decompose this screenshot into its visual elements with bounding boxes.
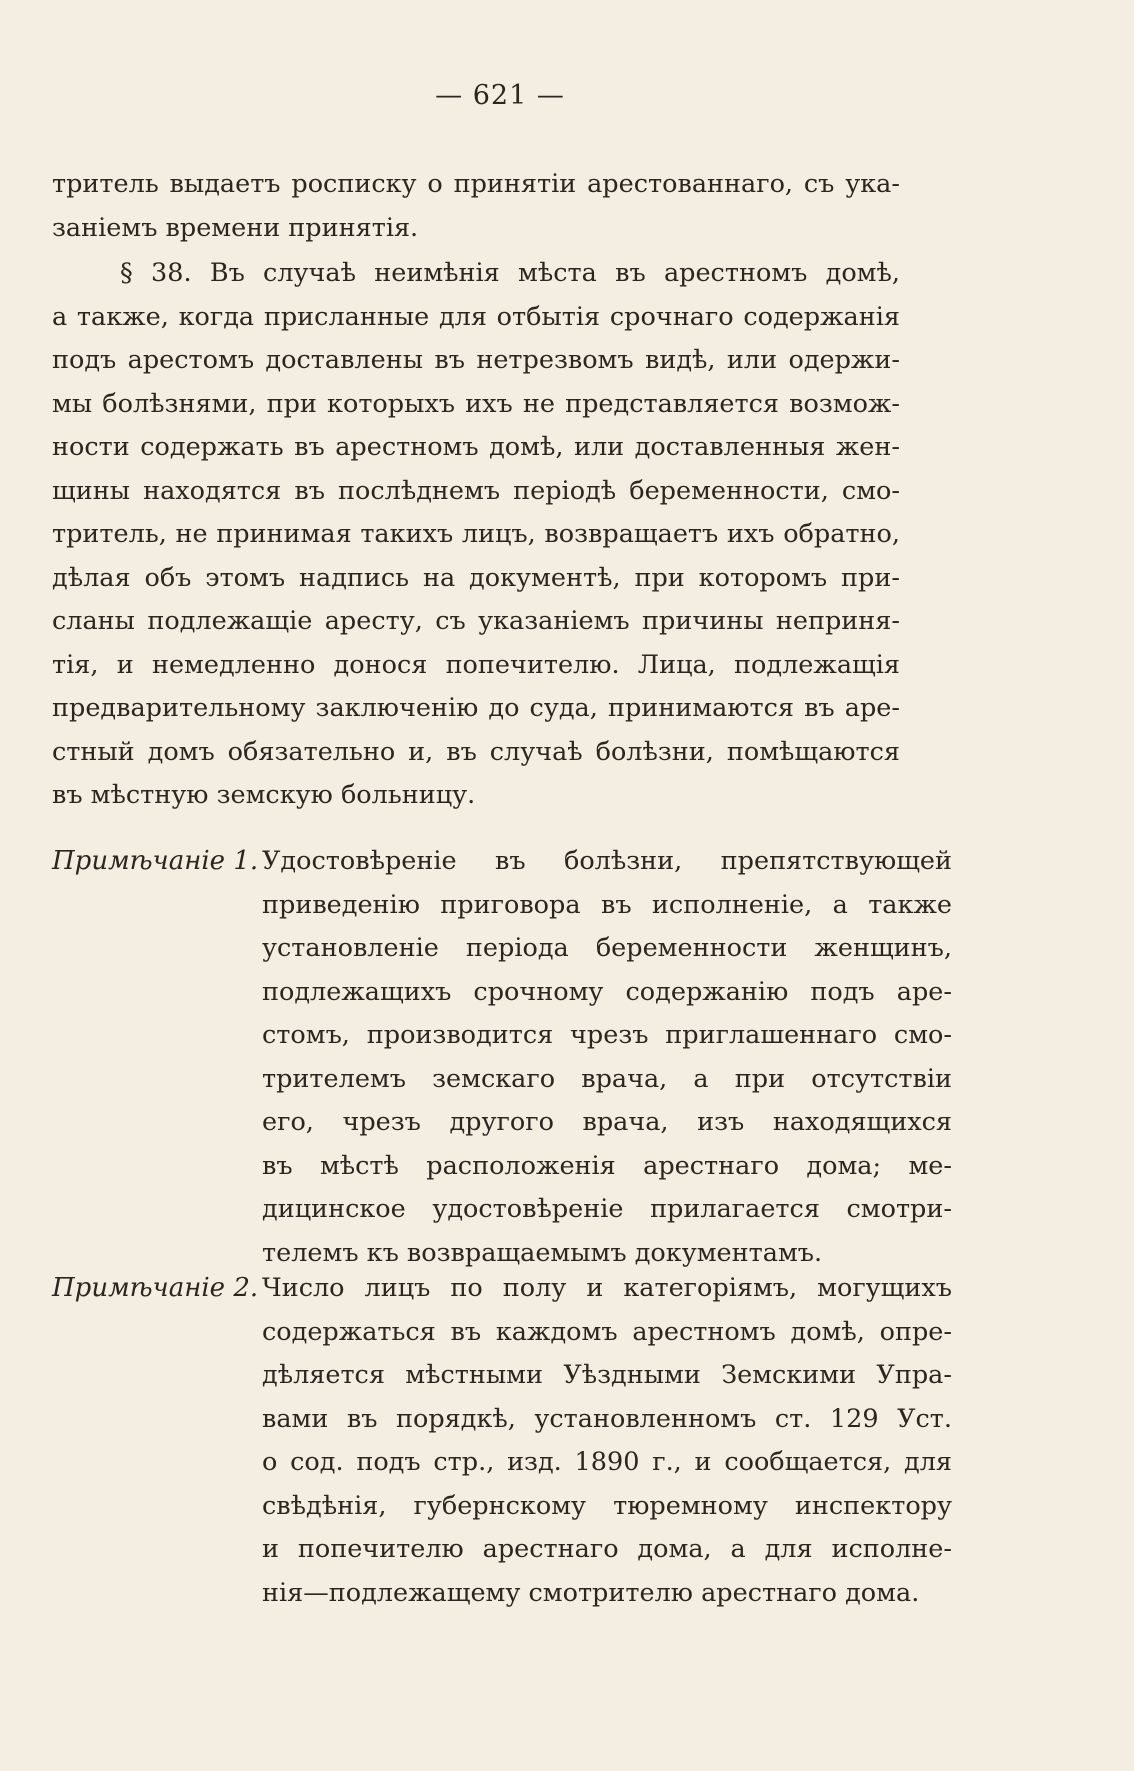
- text-line: стный домъ обязательно и, въ случаѣ болѣзни, помѣщаются: [52, 736, 900, 767]
- text-line: щины находятся въ послѣднемъ періодѣ беременности, смо-: [52, 475, 900, 506]
- text-line: предварительному заключенію до суда, принимаются въ аре-: [52, 693, 900, 723]
- text-line: въ мѣстѣ расположенія арестнаго дома; ме-: [262, 1150, 952, 1181]
- text-line: содержаться въ каждомъ арестномъ домѣ, опре-: [262, 1316, 952, 1347]
- text-line: телемъ къ возвращаемымъ документамъ.: [262, 1237, 823, 1268]
- text-line: тритель, не принимая такихъ лицъ, возвращаетъ ихъ обратно,: [52, 519, 900, 549]
- text-line: приведенію приговора въ исполненіе, а также: [262, 889, 952, 920]
- text-line: мы болѣзнями, при которыхъ ихъ не представляется возмож-: [52, 388, 900, 419]
- note-2-body: [262, 1267, 952, 1615]
- section-heading-line: § 38. Въ случаѣ неимѣнія мѣста въ арестномъ домѣ,: [120, 258, 900, 288]
- text-line: стомъ, производится чрезъ приглашеннаго смо-: [262, 1020, 952, 1050]
- text-line: въ мѣстную земскую больницу.: [52, 780, 476, 810]
- text-line: вами въ порядкѣ, установленномъ ст. 129 Уст.: [262, 1403, 952, 1434]
- section-38-paragraph: [52, 252, 900, 818]
- note-2-label: Примѣчаніе 2.: [52, 1273, 259, 1303]
- text-line: ности содержать въ арестномъ домѣ, или доставленныя жен-: [52, 432, 900, 462]
- text-line: подъ арестомъ доставлены въ нетрезвомъ видѣ, или одержи-: [52, 345, 900, 375]
- text-line: тритель выдаетъ росписку о принятіи арестованнаго, съ ука-: [52, 169, 900, 199]
- text-line: о сод. подъ стр., изд. 1890 г., и сообщается, для: [262, 1447, 952, 1477]
- text-line: дѣляется мѣстными Уѣздными Земскими Упра-: [262, 1360, 952, 1390]
- note-1-body: [262, 840, 952, 1275]
- page-number: — 621 —: [435, 80, 565, 111]
- text-line: тія, и немедленно донося попечителю. Лица, подлежащія: [52, 649, 900, 680]
- text-line: дицинское удостовѣреніе прилагается смотри-: [262, 1194, 952, 1224]
- note-1-label: Примѣчаніе 1.: [52, 846, 259, 876]
- text-line: сланы подлежащіе аресту, съ указаніемъ причины неприня-: [52, 606, 900, 636]
- text-line: Удостовѣреніе въ болѣзни, препятствующей: [262, 846, 952, 876]
- text-line: заніемъ времени принятія.: [52, 212, 419, 243]
- text-line: подлежащихъ срочному содержанію подъ аре-: [262, 976, 952, 1007]
- continuation-paragraph: [52, 163, 900, 250]
- text-line: и попечителю арестнаго дома, а для исполне-: [262, 1534, 952, 1564]
- text-line: установленіе періода беременности женщинъ,: [262, 933, 952, 963]
- text-line: свѣдѣнія, губернскому тюремному инспектору: [262, 1490, 952, 1521]
- text-line: а также, когда присланные для отбытія срочнаго содержанія: [52, 301, 900, 332]
- text-line: его, чрезъ другого врача, изъ находящихся: [262, 1107, 952, 1137]
- text-line: нія—подлежащему смотрителю арестнаго дома.: [262, 1577, 920, 1608]
- text-line: трителемъ земскаго врача, а при отсутствіи: [262, 1063, 952, 1094]
- text-line: Число лицъ по полу и категоріямъ, могущихъ: [262, 1273, 952, 1303]
- text-line: дѣлая объ этомъ надпись на документѣ, при которомъ при-: [52, 562, 900, 593]
